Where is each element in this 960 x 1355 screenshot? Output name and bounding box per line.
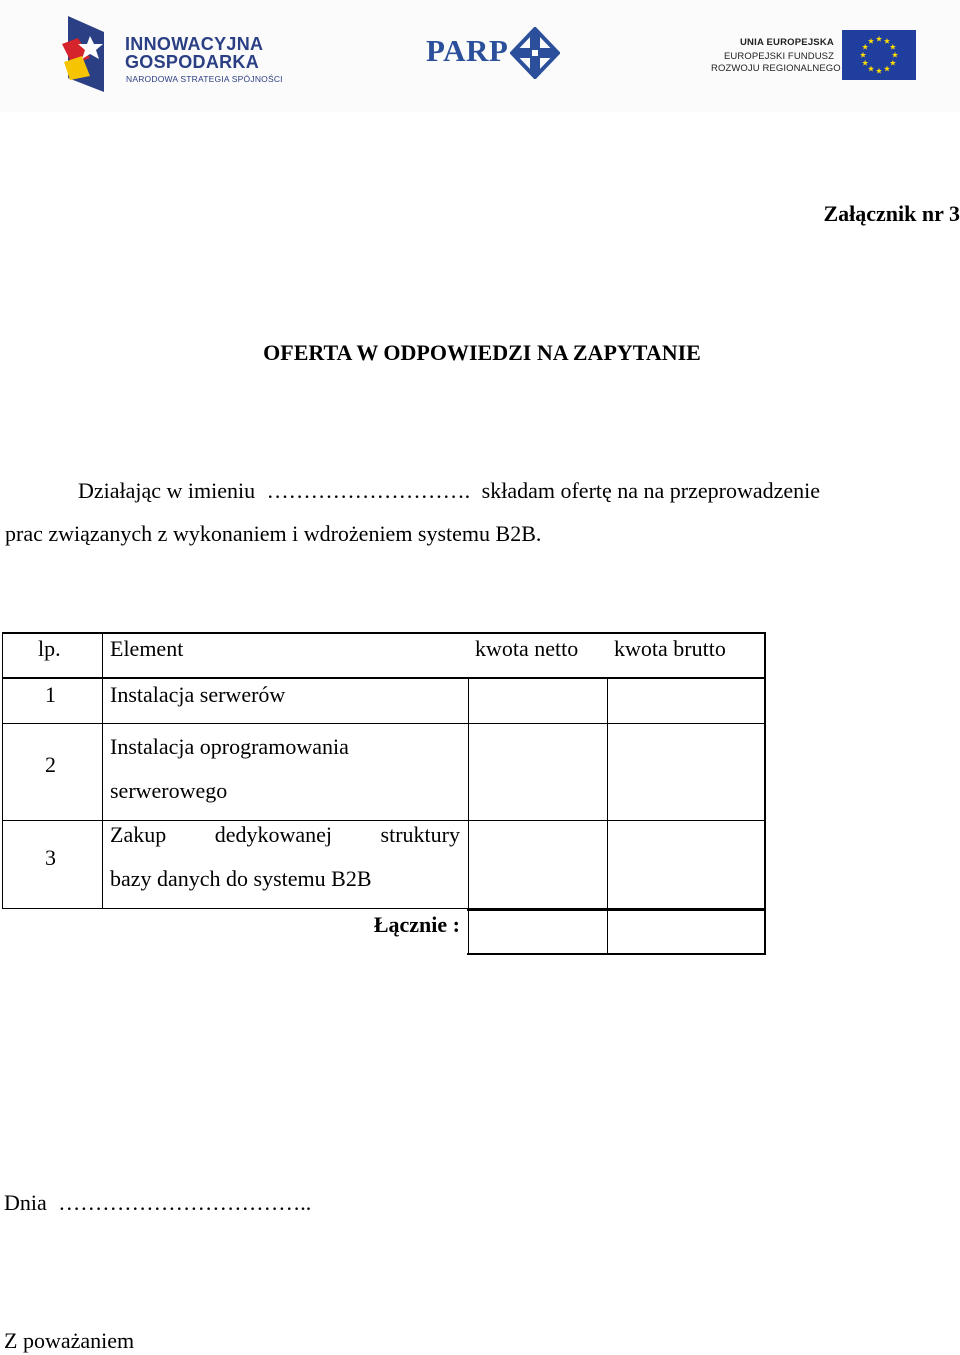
row-lp: 2	[45, 752, 56, 777]
gospodarka-logo-text: GOSPODARKA	[125, 52, 260, 72]
table-header-divider	[2, 677, 766, 679]
table-col-divider	[102, 632, 103, 909]
date-label: Dnia	[4, 1190, 47, 1215]
strategia-logo-text: NARODOWA STRATEGIA SPÓJNOŚCI	[126, 74, 283, 84]
row-lp: 3	[45, 845, 56, 870]
page-title: OFERTA W ODPOWIEDZI NA ZAPYTANIE	[263, 340, 701, 365]
table-border-left	[2, 632, 3, 909]
logo-bar	[0, 0, 960, 112]
total-label: Łącznie :	[373, 912, 460, 937]
row-element: Zakup dedykowanej struktury	[110, 822, 460, 847]
header-element: Element	[110, 636, 184, 661]
parp-logo-text: PARP	[426, 33, 509, 68]
attachment-label: Załącznik nr 3	[823, 201, 960, 226]
parp-logo-icon	[510, 27, 560, 79]
eu-flag-icon	[842, 30, 916, 80]
intro-line-2: prac związanych z wykonaniem i wdrożeniem systemu B2B.	[5, 521, 542, 546]
row-element-continued: serwerowego	[110, 778, 228, 803]
row-element: Instalacja serwerów	[110, 682, 286, 707]
row-lp: 1	[45, 682, 56, 707]
row-element: Instalacja oprogramowania	[110, 734, 349, 759]
table-border-right	[764, 632, 766, 955]
closing-text: Z poważaniem	[4, 1328, 135, 1353]
header-kwota-brutto: kwota brutto	[614, 636, 726, 661]
total-border-bottom	[467, 953, 766, 955]
table-col-divider	[468, 677, 469, 955]
ue-logo-text: UNIA EUROPEJSKA	[740, 37, 834, 48]
header-kwota-netto: kwota netto	[475, 636, 579, 661]
rozwoju-logo-text: ROZWOJU REGIONALNEGO	[711, 63, 841, 74]
efrr-logo-text: EUROPEJSKI FUNDUSZ	[724, 51, 835, 62]
intro-line-1	[78, 478, 820, 504]
intro-start-text: Działając w imieniu	[78, 478, 256, 503]
table-row-divider	[2, 820, 766, 821]
intro-name-placeholder: ……………………….	[266, 478, 471, 503]
table-col-divider	[607, 677, 608, 955]
innowacyjna-logo-text: INNOWACYJNA	[125, 34, 264, 54]
table-border-top	[2, 632, 766, 634]
table-row-divider	[2, 723, 766, 724]
total-border-top	[467, 909, 766, 911]
row-element-continued: bazy danych do systemu B2B	[110, 866, 372, 891]
innowacyjna-gospodarka-logo-icon	[60, 14, 112, 94]
date-placeholder: ……………………………..	[58, 1190, 312, 1215]
header-lp: lp.	[38, 636, 61, 661]
intro-end-text: składam ofertę na na przeprowadzenie	[481, 478, 821, 503]
date-line	[4, 1190, 311, 1216]
